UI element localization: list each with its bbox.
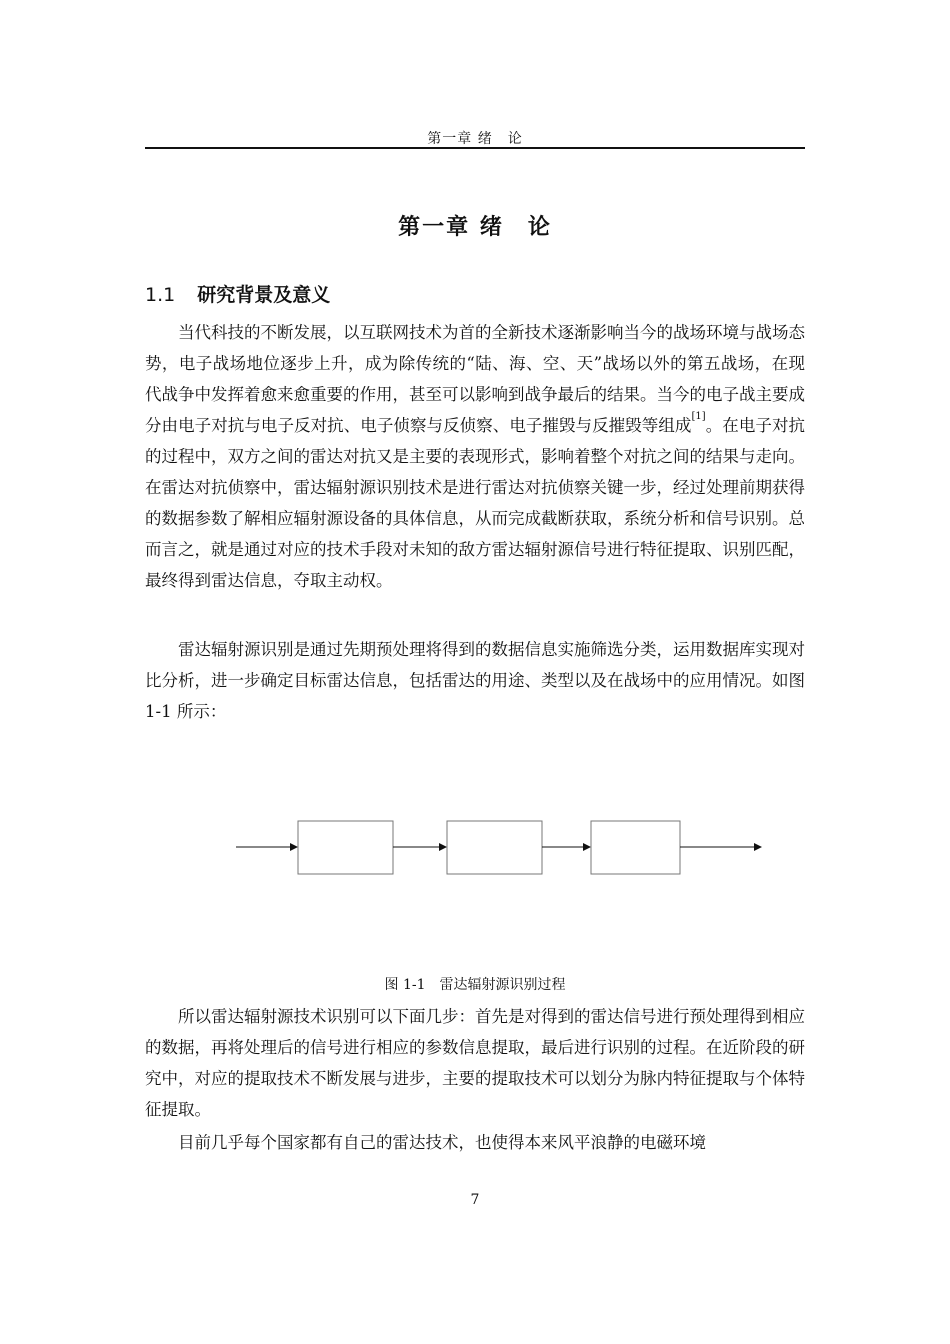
header-rule	[145, 147, 805, 149]
section-number: 1.1	[145, 284, 176, 306]
section-heading	[145, 280, 330, 307]
process-box-3	[591, 821, 680, 874]
figure-caption: 图 1-1 雷达辐射源识别过程	[384, 977, 566, 993]
paragraph-4: 目前几乎每个国家都有自己的雷达技术，也使得本来风平浪静的电磁环境	[178, 1133, 706, 1152]
paragraph-2: 雷达辐射源识别是通过先期预处理将得到的数据信息实施筛选分类，运用数据库实现对比分析，进一步确定目标雷达信息，包括雷达的用途、类型以及在战场中的应用情况。如图 1-1 所示：	[145, 640, 805, 721]
paragraph-1-text-a: 当代科技的不断发展，以互联网技术为首的全新技术逐渐影响当今的战场环境与战场态势，电子战场地位逐步上升，成为除传统的“陆、海、空、天”战场以外的第五战场，在现代战争中发挥着愈来愈重要的作用，甚至可以影响到战争最后的结果。当今的电子战主要成分由电子对抗与电子反对抗、电子侦察与反侦察、电子摧毁与反摧毁等组成	[145, 323, 805, 435]
paragraph-1-text-b: 。在电子对抗的过程中，双方之间的雷达对抗又是主要的表现形式，影响着整个对抗之间的结果与走向。在雷达对抗侦察中，雷达辐射源识别技术是进行雷达对抗侦察关键一步，经过处理前期获得的数据参数了解相应辐射源设备的具体信息，从而完成截断获取，系统分析和信号识别。总而言之，就是通过对应的技术手段对未知的敌方雷达辐射源信号进行特征提取、识别匹配，最终得到雷达信息，夺取主动权。	[145, 416, 806, 590]
process-box-2	[447, 821, 542, 874]
citation-ref: [1]	[691, 411, 706, 422]
chapter-title: 第一章 绪 论	[398, 215, 552, 240]
paragraph-3: 所以雷达辐射源技术识别可以下面几步：首先是对得到的雷达信号进行预处理得到相应的数据，再将处理后的信号进行相应的参数信息提取，最后进行识别的过程。在近阶段的研究中，对应的提取技术不断发展与进步，主要的提取技术可以划分为脉内特征提取与个体特征提取。	[145, 1007, 805, 1119]
process-box-1	[298, 821, 393, 874]
process-diagram	[230, 818, 770, 878]
section-title: 研究背景及意义	[197, 284, 331, 306]
running-header: 第一章 绪 论	[427, 131, 523, 147]
paragraph-1	[145, 317, 805, 596]
page-number: 7	[470, 1192, 480, 1208]
